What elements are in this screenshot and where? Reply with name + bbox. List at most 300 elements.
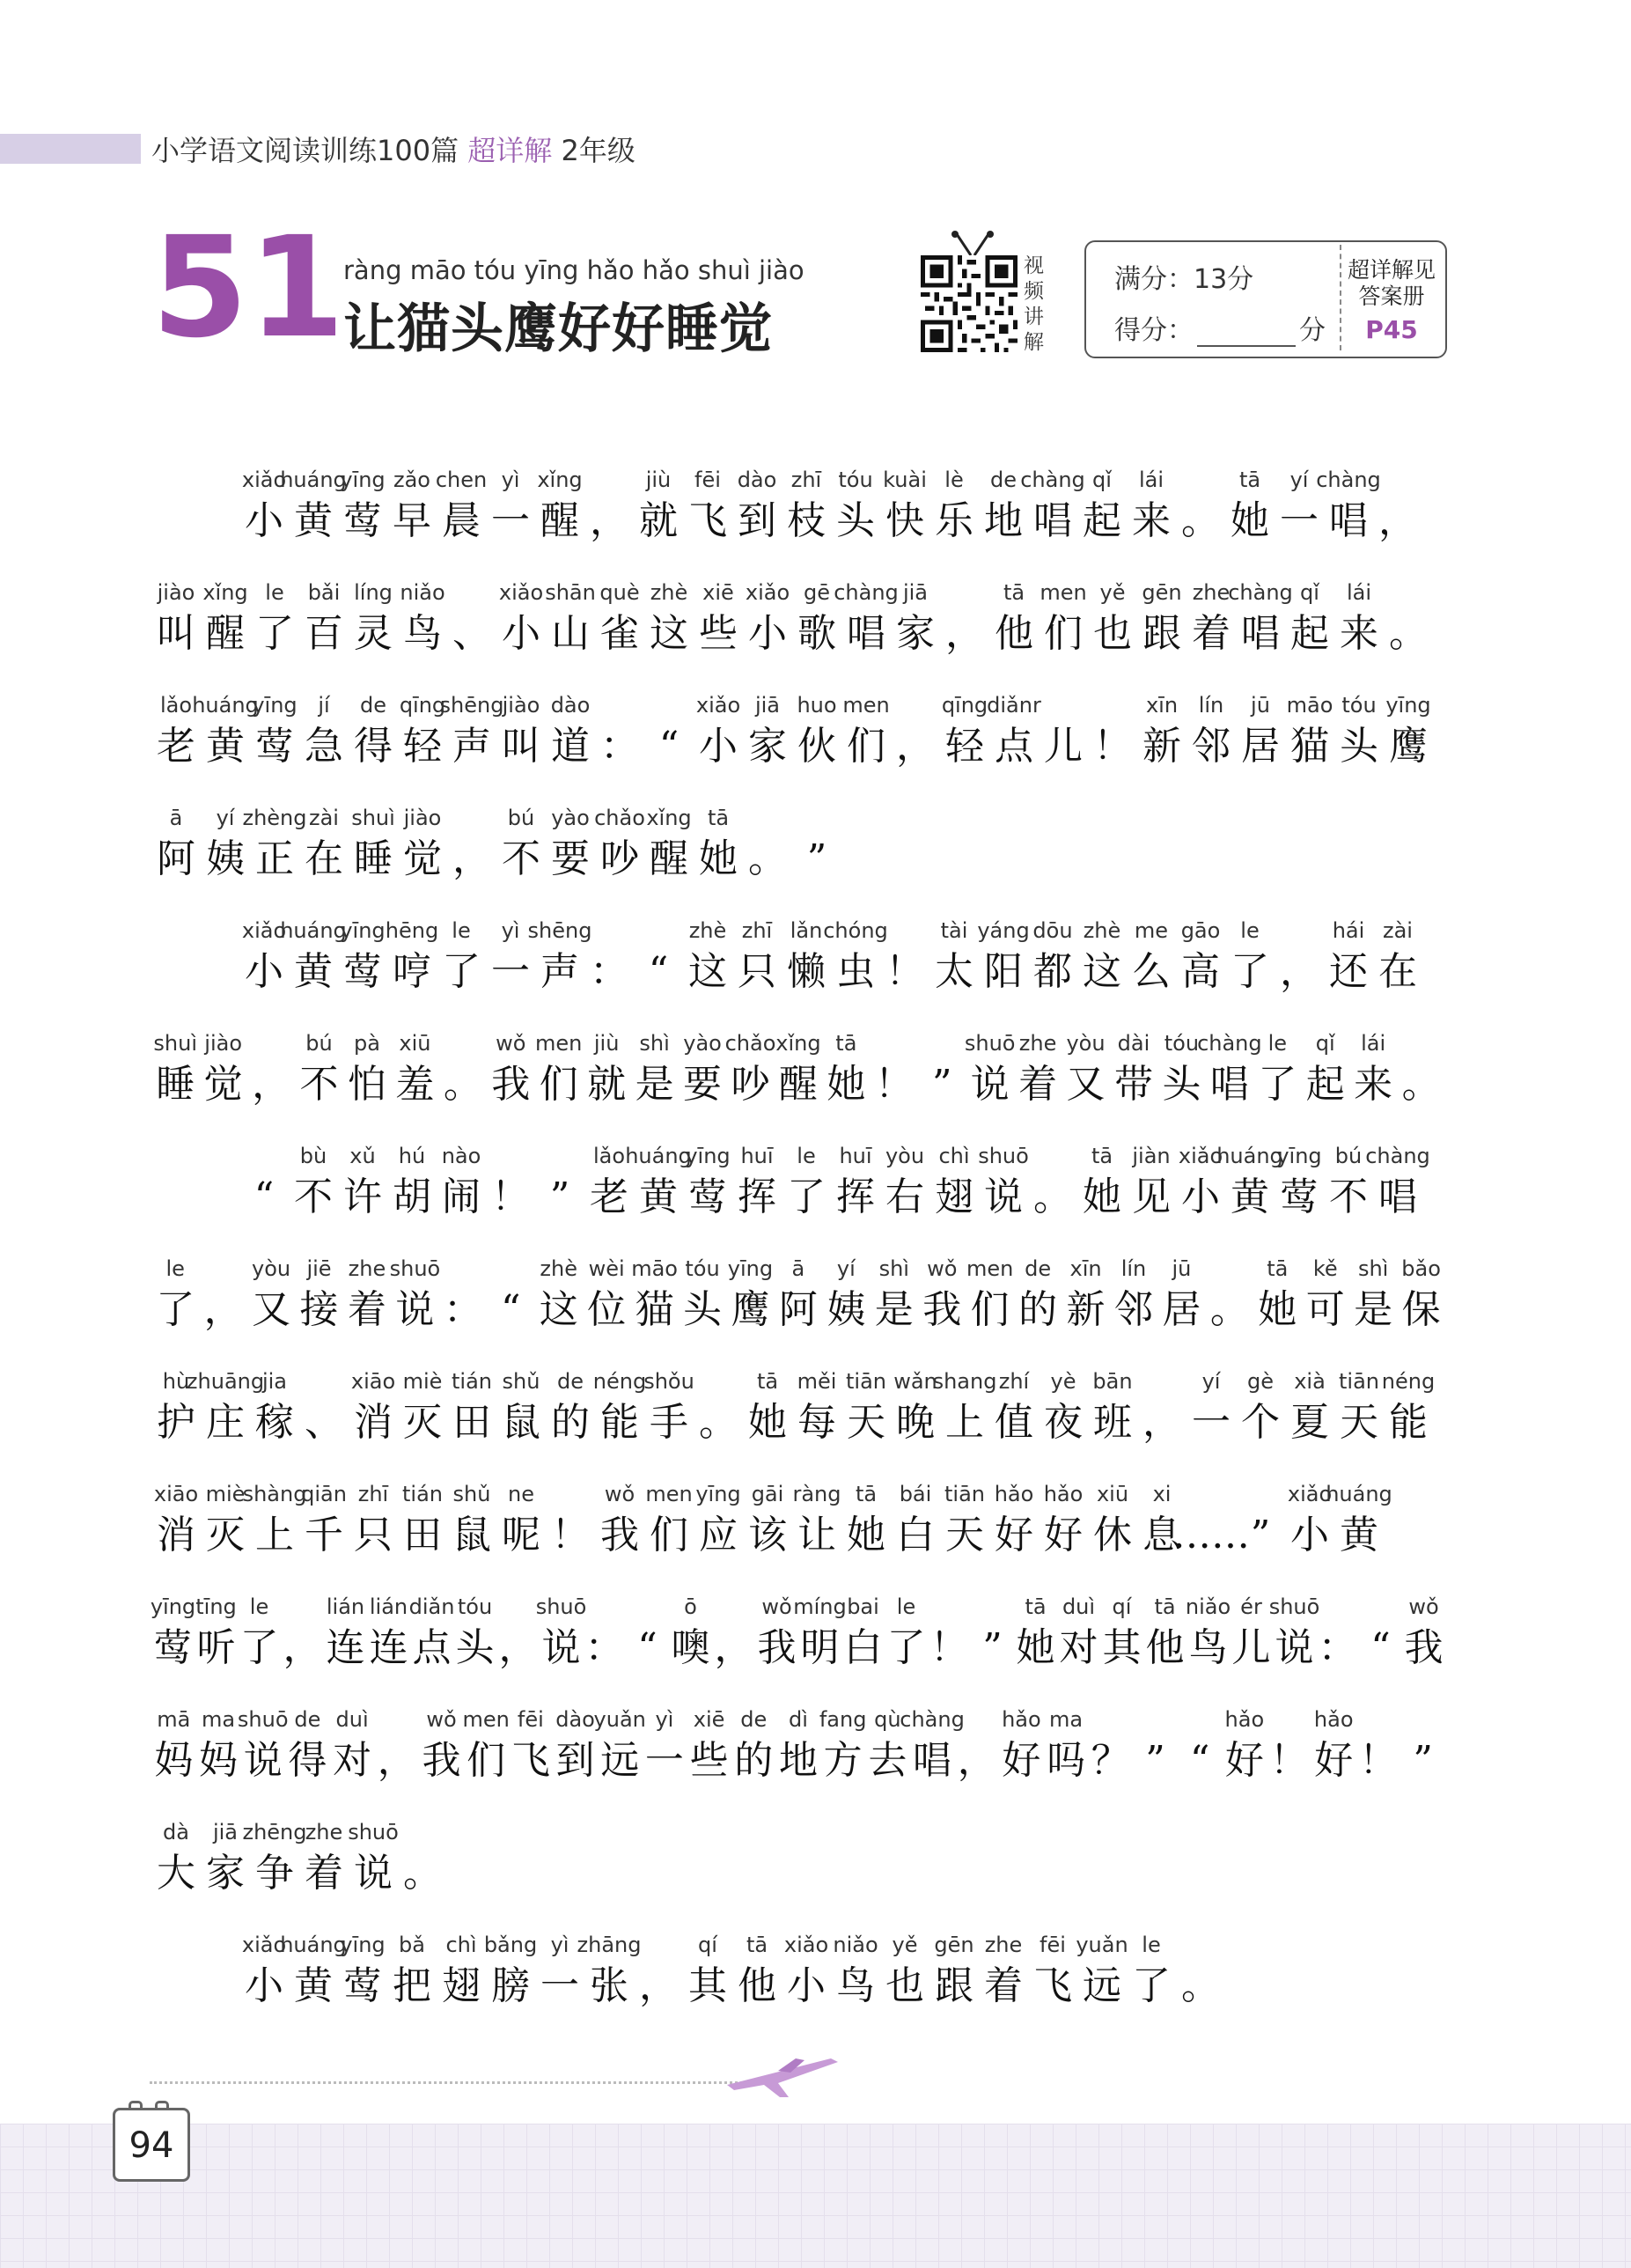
hanzi: 噢 — [671, 1625, 710, 1670]
pinyin: de — [740, 1707, 768, 1732]
hanzi: 大 — [157, 1851, 195, 1896]
pinyin: men — [842, 693, 890, 718]
pinyin: chǎo — [724, 1031, 776, 1056]
ruby-char — [1228, 578, 1293, 660]
pinyin: ma — [1049, 1707, 1084, 1732]
ruby-char — [679, 1254, 726, 1336]
hanzi: 她 — [847, 1513, 885, 1557]
ruby-char — [338, 1141, 387, 1224]
hanzi: 一 — [491, 949, 530, 994]
answer-page-ref: P45 — [1365, 315, 1418, 344]
pinyin: chàng — [1020, 468, 1085, 492]
hanzi: 睡 — [156, 1062, 195, 1107]
ruby-char — [1334, 1366, 1384, 1449]
hanzi: 急 — [305, 724, 343, 769]
passage-line — [151, 1366, 1436, 1449]
passage-line — [151, 1705, 1445, 1787]
hanzi: 好 — [995, 1513, 1033, 1557]
ruby-char — [535, 1592, 587, 1675]
pinyin: yīng — [685, 1144, 731, 1168]
pinyin: xǔ — [349, 1144, 376, 1168]
pinyin: shǔ — [452, 1482, 491, 1506]
ruby-char — [1110, 1028, 1157, 1111]
pinyin: yě — [892, 1933, 918, 1957]
ruby-char — [295, 1028, 342, 1111]
pinyin: bǎi — [307, 580, 341, 605]
pinyin: yè — [1050, 1369, 1076, 1394]
pinyin: shang — [932, 1369, 997, 1394]
hanzi: 争 — [255, 1851, 294, 1896]
ruby-char — [979, 1141, 1028, 1224]
pinyin: zhe — [1018, 1031, 1057, 1056]
pinyin: hǎo — [1224, 1707, 1265, 1732]
pinyin: shàng — [242, 1482, 307, 1506]
hanzi: 她 — [1083, 1174, 1121, 1219]
hanzi: ， — [252, 1062, 291, 1107]
ruby-char — [929, 1141, 979, 1224]
pinyin: tā — [1238, 468, 1261, 492]
ruby-char — [964, 1028, 1016, 1111]
hanzi: 莺 — [688, 1174, 727, 1219]
pinyin: gē — [804, 580, 830, 605]
ruby-char — [687, 1705, 731, 1787]
pinyin: zhāng — [577, 1933, 642, 1957]
pinyin: ā — [791, 1256, 805, 1281]
ruby-char — [387, 916, 437, 998]
pinyin: shēng — [527, 918, 592, 943]
pinyin: wǒ — [604, 1482, 636, 1506]
hanzi: 道 — [551, 724, 590, 769]
ruby-char — [496, 1592, 540, 1675]
ruby-char — [1137, 578, 1187, 660]
ruby-char — [151, 1705, 196, 1787]
pinyin: qīng — [399, 693, 446, 718]
hanzi: 来 — [1132, 498, 1171, 543]
hanzi: 我 — [491, 1062, 531, 1107]
ruby-char — [1133, 1705, 1178, 1787]
pinyin: zhè — [650, 580, 688, 605]
ruby-char — [447, 1479, 496, 1562]
hanzi: ” — [549, 1174, 570, 1219]
hanzi: ， — [714, 1625, 753, 1670]
pinyin: tiān — [944, 1482, 985, 1506]
pinyin: xǐng — [775, 1031, 821, 1056]
ruby-char — [880, 1930, 929, 2013]
hanzi: 千 — [305, 1513, 343, 1557]
ruby-char — [1381, 1366, 1436, 1449]
pinyin: xǐng — [202, 580, 248, 605]
ruby-char — [1275, 916, 1324, 998]
pinyin: xiǎo — [1287, 1482, 1333, 1506]
ruby-char — [583, 1028, 630, 1111]
ruby-char — [1127, 916, 1176, 998]
pinyin: niǎo — [833, 1933, 878, 1957]
ruby-char — [694, 1479, 743, 1562]
hanzi: 头 — [683, 1287, 723, 1332]
hanzi: 天 — [945, 1513, 984, 1557]
pinyin: jiào — [502, 693, 540, 718]
pinyin: yí — [836, 1256, 856, 1281]
pinyin: wǒ — [1408, 1594, 1439, 1619]
hanzi: 是 — [874, 1287, 914, 1332]
pinyin: lè — [944, 468, 964, 492]
hanzi: ： — [1318, 1625, 1357, 1670]
hanzi: 着 — [984, 1963, 1023, 2008]
pinyin: le — [797, 1144, 816, 1168]
pinyin: tiān — [846, 1369, 886, 1394]
hanzi: 她 — [699, 836, 738, 881]
pinyin: dà — [163, 1820, 189, 1845]
ruby-char — [201, 578, 250, 660]
hanzi: 黄 — [639, 1174, 678, 1219]
ruby-char — [1334, 578, 1384, 660]
ruby-char — [644, 578, 694, 660]
pinyin: bú — [1334, 1144, 1363, 1168]
pinyin: fang — [819, 1707, 867, 1732]
hanzi: 起 — [1305, 1062, 1345, 1107]
ruby-char — [199, 1254, 246, 1336]
pinyin: yīng — [1276, 1144, 1322, 1168]
ruby-char — [486, 1141, 535, 1224]
hanzi: 远 — [600, 1738, 640, 1783]
pinyin: qí — [1112, 1594, 1132, 1619]
pinyin: gāi — [751, 1482, 784, 1506]
hanzi: 家 — [896, 611, 935, 656]
hanzi: 只 — [354, 1513, 393, 1557]
hanzi: 唱 — [913, 1738, 952, 1783]
hanzi: 见 — [1132, 1174, 1171, 1219]
hanzi: “ — [501, 1287, 521, 1332]
pinyin: xiǎo — [1178, 1144, 1223, 1168]
ruby-char — [782, 1930, 831, 2013]
ruby-char — [1334, 690, 1384, 773]
ruby-char — [694, 578, 743, 660]
pinyin: yì — [655, 1707, 674, 1732]
hanzi: 右 — [885, 1174, 924, 1219]
pinyin: xiǎo — [241, 918, 287, 943]
ruby-char — [928, 1592, 971, 1675]
hanzi: ， — [377, 1738, 416, 1783]
hanzi: ， — [896, 724, 935, 769]
hanzi: 正 — [255, 836, 294, 881]
ruby-char — [1100, 1592, 1143, 1675]
hanzi: 的 — [1018, 1287, 1058, 1332]
hanzi: 应 — [699, 1513, 738, 1557]
ruby-char — [496, 578, 546, 660]
pinyin: zhí — [998, 1369, 1030, 1394]
ruby-char — [1223, 1705, 1267, 1787]
hanzi: 其 — [688, 1963, 727, 2008]
hanzi: 说 — [1275, 1625, 1314, 1670]
qr-label-char: 视 — [1024, 254, 1044, 277]
ruby-char — [280, 916, 347, 998]
hanzi: 只 — [738, 949, 776, 994]
pinyin: yí — [216, 806, 235, 830]
hanzi: 妈 — [154, 1738, 194, 1783]
pinyin: le — [1267, 1031, 1287, 1056]
ruby-char — [1285, 578, 1334, 660]
pinyin: tā — [707, 806, 730, 830]
hanzi: 莺 — [343, 1963, 382, 2008]
pinyin: de — [1025, 1256, 1052, 1281]
ruby-char — [966, 1254, 1013, 1336]
pinyin: líng — [354, 580, 393, 605]
hanzi: 把 — [393, 1963, 431, 2008]
hanzi: 了 — [1258, 1062, 1297, 1107]
ruby-char — [1039, 578, 1088, 660]
pinyin: chen — [435, 468, 488, 492]
ruby-char — [630, 1254, 678, 1336]
pinyin: hǎo — [1043, 1482, 1084, 1506]
pinyin: shuō — [389, 1256, 441, 1281]
hanzi: 好 — [1314, 1738, 1354, 1783]
ruby-char — [1088, 690, 1137, 773]
pinyin: tóu — [685, 1256, 720, 1281]
ruby-char — [989, 1479, 1039, 1562]
pinyin: nào — [441, 1144, 481, 1168]
passage-line — [151, 1817, 447, 1900]
pinyin: fēi — [1040, 1933, 1066, 1957]
hanzi: 猫 — [1290, 724, 1329, 769]
pinyin: zhī — [357, 1482, 389, 1506]
ruby-char — [891, 690, 940, 773]
ruby-char — [338, 916, 387, 998]
passage-line — [151, 1592, 1445, 1675]
pinyin: zhēng — [242, 1820, 307, 1845]
hanzi: 跟 — [935, 1963, 973, 2008]
hanzi: 一 — [1280, 498, 1319, 543]
ruby-char — [374, 1705, 419, 1787]
score-blank[interactable] — [1197, 322, 1296, 347]
hanzi: 们 — [467, 1738, 506, 1783]
ruby-char — [1316, 465, 1381, 548]
ruby-char — [755, 1592, 798, 1675]
hanzi: 了 — [239, 1625, 279, 1670]
ruby-char — [634, 916, 683, 998]
ruby-char — [299, 690, 349, 773]
hanzi: 起 — [1290, 611, 1329, 656]
ruby-char — [483, 1930, 538, 2013]
hanzi: 好 — [1002, 1738, 1041, 1783]
ruby-char — [349, 803, 398, 886]
pinyin: bú — [305, 1031, 333, 1056]
lesson-title-pinyin: ràng māo tóu yīng hǎo hǎo shuì jiào — [343, 255, 804, 285]
ruby-char — [644, 1366, 694, 1449]
ruby-char — [496, 803, 546, 886]
hanzi: 息 — [1142, 1513, 1181, 1557]
pinyin: tā — [1267, 1256, 1289, 1281]
pinyin: tā — [1025, 1594, 1047, 1619]
hanzi: 居 — [1241, 724, 1280, 769]
hanzi: 说 — [395, 1287, 435, 1332]
pinyin: huáng — [280, 1933, 347, 1957]
pinyin: shì — [1357, 1256, 1389, 1281]
book-title: 小学语文阅读训练100篇 — [151, 134, 459, 167]
ruby-char — [1285, 690, 1334, 773]
hanzi: 每 — [797, 1400, 836, 1445]
pinyin: jū — [1251, 693, 1270, 718]
pinyin: zài — [1383, 918, 1413, 943]
ruby-char — [743, 578, 792, 660]
ruby-char — [437, 465, 486, 548]
hanzi: 连 — [369, 1625, 408, 1670]
pinyin: dōu — [1032, 918, 1073, 943]
pinyin: jiù — [593, 1031, 620, 1056]
lesson-number: 51 — [151, 207, 345, 369]
hanzi: 能 — [600, 1400, 639, 1445]
ruby-char — [398, 803, 447, 886]
hanzi: 头 — [455, 1625, 495, 1670]
hanzi: 许 — [343, 1174, 382, 1219]
hanzi: ， — [283, 1625, 322, 1670]
hanzi: 黄 — [1231, 1174, 1269, 1219]
pinyin: chǎo — [594, 806, 645, 830]
hanzi: 。 — [1181, 1963, 1220, 2008]
hanzi: 接 — [299, 1287, 339, 1332]
ruby-char — [593, 1705, 646, 1787]
pinyin: chàng — [834, 580, 899, 605]
ruby-char — [487, 1028, 534, 1111]
ruby-char — [280, 1930, 347, 2013]
pinyin: men — [535, 1031, 583, 1056]
hanzi: 这 — [1083, 949, 1121, 994]
pinyin: miè — [205, 1482, 246, 1506]
ruby-char — [1127, 1930, 1176, 2013]
ruby-char — [349, 1366, 398, 1449]
hanzi: 一 — [1192, 1400, 1231, 1445]
pinyin: ne — [508, 1482, 534, 1506]
pinyin: huo — [797, 693, 837, 718]
hanzi: 到 — [555, 1738, 595, 1783]
hanzi: 家 — [206, 1851, 245, 1896]
qr-label-char: 解 — [1024, 331, 1044, 354]
score-divider — [1340, 245, 1341, 350]
ruby-char — [792, 803, 841, 886]
ruby-char — [1225, 465, 1275, 548]
hanzi: 鸟 — [403, 611, 442, 656]
ruby-char — [1143, 1592, 1187, 1675]
pinyin: chàng — [1197, 1031, 1262, 1056]
ruby-char — [792, 690, 841, 773]
pinyin: qǐ — [1092, 468, 1112, 492]
passage-line — [151, 690, 1433, 773]
hanzi: 醒 — [540, 498, 579, 543]
hanzi: 田 — [403, 1513, 442, 1557]
hanzi: 鼠 — [452, 1513, 491, 1557]
pinyin: jiào — [204, 1031, 243, 1056]
ruby-char — [1349, 1028, 1397, 1111]
pinyin: yuǎn — [1076, 1933, 1128, 1957]
qr-code-icon[interactable] — [921, 255, 1018, 352]
hanzi: 班 — [1093, 1400, 1132, 1445]
hanzi: 休 — [1093, 1513, 1132, 1557]
hanzi: 小 — [245, 498, 283, 543]
hanzi: 闹 — [442, 1174, 481, 1219]
pinyin: qiān — [301, 1482, 347, 1506]
ruby-char — [871, 1254, 918, 1336]
hanzi: 膀 — [491, 1963, 530, 2008]
hanzi: 了 — [1231, 949, 1269, 994]
pinyin: yīng — [340, 918, 386, 943]
ruby-char — [732, 1141, 782, 1224]
pinyin: tīng — [195, 1594, 237, 1619]
ruby-char — [398, 1366, 447, 1449]
pinyin: chàng — [900, 1707, 965, 1732]
ruby-char — [1178, 1705, 1223, 1787]
pinyin: yīng — [340, 468, 386, 492]
pinyin: me — [1134, 918, 1169, 943]
qr-label-char: 频 — [1024, 280, 1044, 303]
ruby-char — [834, 578, 899, 660]
hanzi: 莺 — [1280, 1174, 1319, 1219]
pinyin: jiē — [306, 1256, 332, 1281]
hanzi: 枝 — [787, 498, 826, 543]
ruby-char — [989, 1366, 1039, 1449]
ruby-char — [932, 1366, 997, 1449]
pinyin: ràng — [792, 1482, 841, 1506]
pinyin: bai — [847, 1594, 879, 1619]
ruby-char — [940, 690, 989, 773]
ruby-char — [841, 1479, 891, 1562]
hanzi: 晨 — [442, 498, 481, 543]
hanzi: 伙 — [797, 724, 836, 769]
hanzi: 吗 — [1047, 1738, 1086, 1783]
hanzi: 她 — [1258, 1287, 1297, 1332]
hanzi: ！ — [551, 1513, 590, 1557]
hanzi: 、 — [305, 1400, 343, 1445]
hanzi: 位 — [587, 1287, 627, 1332]
ruby-char — [831, 1141, 880, 1224]
hanzi: 姨 — [827, 1287, 866, 1332]
ruby-char — [1176, 916, 1225, 998]
hanzi: 我 — [922, 1287, 962, 1332]
hanzi: 莺 — [153, 1625, 193, 1670]
pinyin: bǎ — [399, 1933, 425, 1957]
hanzi: 百 — [305, 611, 343, 656]
pinyin: xià — [1294, 1369, 1326, 1394]
ruby-char — [546, 1366, 595, 1449]
pinyin: yīng — [695, 1482, 741, 1506]
ruby-char — [776, 1705, 821, 1787]
hanzi: 我 — [757, 1625, 797, 1670]
hanzi: “ — [648, 949, 669, 994]
hanzi: 早 — [393, 498, 431, 543]
hanzi: 姨 — [206, 836, 245, 881]
ruby-char — [595, 578, 644, 660]
hanzi: 猫 — [635, 1287, 674, 1332]
ruby-char — [694, 1366, 743, 1449]
ruby-char — [151, 1479, 201, 1562]
pinyin: lián — [326, 1594, 365, 1619]
ruby-char — [247, 1254, 295, 1336]
hanzi: 们 — [970, 1287, 1010, 1332]
pinyin: huáng — [192, 693, 259, 718]
hanzi: 翅 — [442, 1963, 481, 2008]
hanzi: 鹰 — [731, 1287, 770, 1332]
pinyin: ma — [201, 1707, 236, 1732]
pinyin: zhe — [348, 1256, 386, 1281]
pinyin: zhuāng — [186, 1369, 265, 1394]
ruby-char — [595, 803, 644, 886]
ruby-char — [940, 1479, 989, 1562]
hanzi: ， — [1142, 1400, 1181, 1445]
ruby-char — [1197, 1028, 1262, 1111]
ruby-char — [1077, 1930, 1127, 2013]
pinyin: hēng — [385, 918, 439, 943]
pinyin: yě — [1099, 580, 1126, 605]
pinyin: dào — [737, 468, 777, 492]
hanzi: 听 — [196, 1625, 236, 1670]
